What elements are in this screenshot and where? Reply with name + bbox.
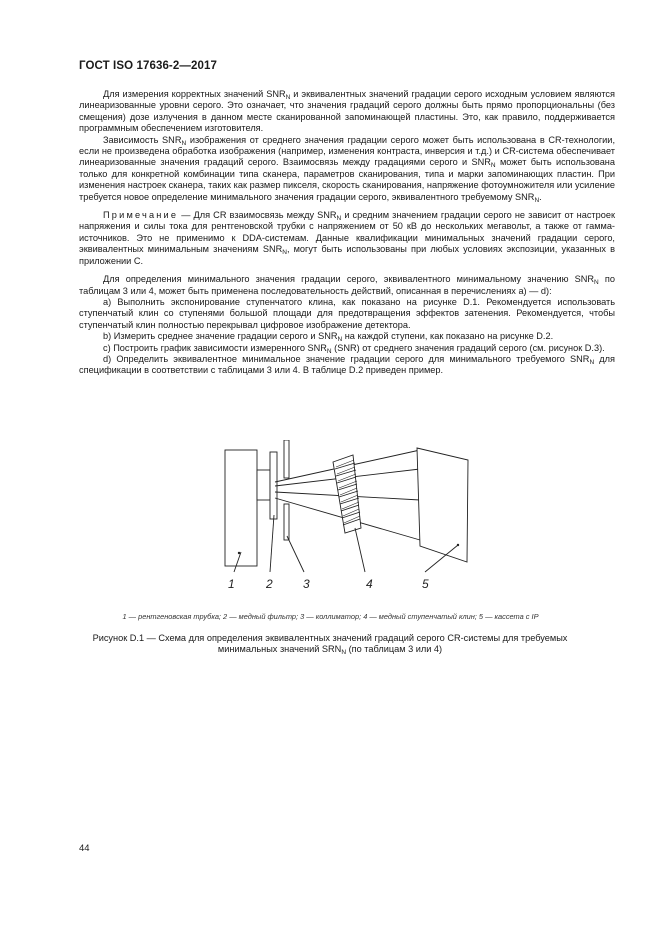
document-header: ГОСТ ISO 17636-2—2017 bbox=[79, 60, 217, 72]
figure-label-4: 4 bbox=[366, 577, 373, 591]
cassette-marker bbox=[457, 544, 459, 546]
figure-label-2: 2 bbox=[266, 577, 273, 591]
list-item-a: а) Выполнить экспонирование ступенчатого клина, как показано на рисунке D.1. Рекомендуется использовать ступенчатый клин со ступенями большой площади для предотвращения эффектов затенения. Рекомендуется, чтобы ступенчатый клин полностью перекрывал цифровое изображение детектора. bbox=[79, 296, 615, 330]
note-paragraph: Примечание — Для CR взаимосвязь между $SNR_N$ и средним значением градации серого не зависит от настроек напряжения и силы тока для рентгеновской трубки с напряжением от 50 кВ до нескольких мегавольт, а также от гамма-источников. Это не применимо к DDA-системам. Данные квалификации минимальных значений градации серого, эквивалентных минимальным значениям $SNR_N$, могут быть использованы при любых условиях экспозиции, указанных в приложении С. bbox=[79, 210, 615, 266]
list-item-b: b) Измерить среднее значение градации серого и $SNR_N$ на каждой ступени, как показано на рисунке D.2. bbox=[103, 331, 554, 344]
page-number: 44 bbox=[79, 843, 90, 854]
collimator-lower bbox=[284, 504, 289, 540]
figure-label-1: 1 bbox=[228, 577, 235, 591]
ip-cassette bbox=[417, 448, 468, 562]
leader-line-3 bbox=[287, 536, 304, 572]
leader-line-2 bbox=[270, 515, 274, 572]
paragraph-procedure-intro: Для определения минимального значения градации серого, эквивалентного минимальному значению $SNR_N$ по таблицам 3 или 4, может быть применена последовательность действий, описанная в перечислениях а) — d): bbox=[79, 274, 615, 296]
leader-line-4 bbox=[355, 528, 365, 572]
figure-label-3: 3 bbox=[303, 577, 310, 591]
paragraph-linearized-levels: Для измерения корректных значений $SNR_N$ и эквивалентных значений градации серого исходным условием являются линеаризованные уровни серого. Это означает, что значения градаций серого должны быть прямо пропорциональны (без смещения) дозе излучения в данном месте сканированной запоминающей пластины. Это, как правило, поддерживается программным обеспечением изготовителя. bbox=[79, 89, 615, 134]
list-item-c: с) Построить график зависимости измеренного $SNR_N$ (SNR) от среднего значения градаций серого (см. рисунок D.3). bbox=[103, 342, 605, 355]
list-item-d: d) Определить эквивалентное минимальное значение градации серого для минимального требуемого $SNR_N$ для спецификации в соответствии с таблицами 3 или 4. В таблице D.2 приведен пример. bbox=[79, 353, 616, 376]
main-text bbox=[79, 89, 615, 377]
tube-marker bbox=[238, 552, 240, 554]
figure-d1-diagram bbox=[215, 440, 475, 605]
collimator-upper bbox=[284, 440, 289, 478]
xray-tube bbox=[225, 450, 257, 566]
figure-label-5: 5 bbox=[422, 577, 429, 591]
note-label: Примечание bbox=[103, 210, 179, 221]
figure-legend: 1 — рентгеновская трубка; 2 — медный фильтр; 3 — коллиматор; 4 — медный ступенчатый клин; 5 — кассета с IP bbox=[122, 612, 539, 621]
figure-caption: Рисунок D.1 — Схема для определения эквивалентных значений градаций серого CR-системы для требуемых минимальных значений $SRN_N$ (по таблицам 3 или 4) bbox=[92, 633, 568, 657]
tube-port bbox=[257, 470, 270, 500]
step-wedge bbox=[333, 455, 361, 533]
paragraph-snr-dependence: Зависимость $SNR_N$ изображения от среднего значения градации серого может быть использована в CR-технологии, если не произведена обработка изображения (например, изменения контраста, инверсия и т.д.) и CR-система обеспечивает линеаризованные значения градаций серого. Взаимосвязь между градациями серого и $SNR_N$ может быть использована только для конкретной комбинации типа сканера, параметров сканирования, типа и марки запоминающих пластин. При изменения настроек сканера, таких как размер пикселя, скорость сканирования, напряжение фотоумножителя или усиление требуется новое определение минимального значения градации серого, эквивалентного требуемому $SNR_N$. bbox=[79, 134, 615, 204]
